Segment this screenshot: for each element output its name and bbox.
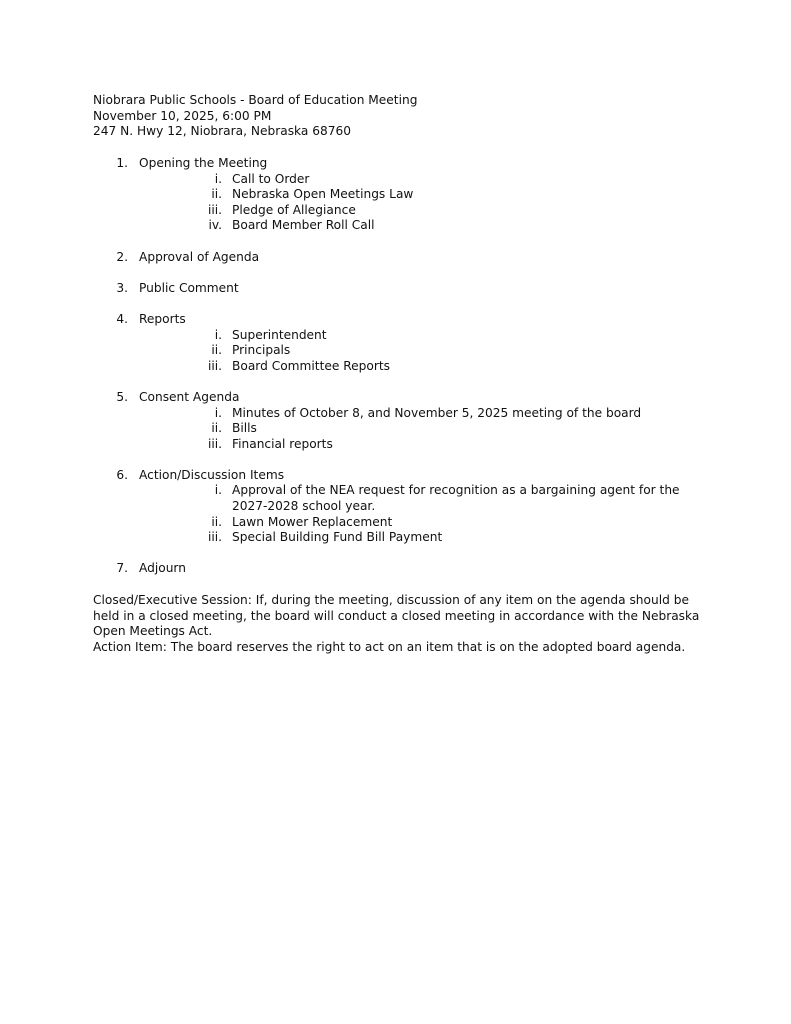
agenda-item bbox=[0, 281, 791, 297]
agenda-item-number: 4. bbox=[116, 311, 128, 326]
agenda-subitem-number: i. bbox=[214, 483, 222, 498]
meeting-title: Niobrara Public Schools - Board of Education Meeting bbox=[93, 93, 418, 107]
agenda-subitem bbox=[0, 187, 791, 203]
agenda-subitem-text: Superintendent bbox=[232, 327, 327, 342]
agenda-item-title: Approval of Agenda bbox=[139, 249, 260, 264]
agenda-subitem bbox=[0, 421, 791, 437]
agenda-item-number: 6. bbox=[116, 467, 128, 482]
agenda-subitem-number: i. bbox=[214, 171, 222, 186]
agenda-subitem-text: Approval of the NEA request for recognition as a bargaining agent for the 2027-2028 school year. bbox=[232, 483, 680, 514]
agenda-item-number: 7. bbox=[116, 561, 128, 576]
meeting-header bbox=[93, 93, 713, 140]
agenda-subitem-text: Bills bbox=[232, 421, 257, 436]
agenda-item-title: Adjourn bbox=[139, 561, 186, 576]
agenda-item-heading bbox=[0, 390, 791, 406]
agenda-subitem bbox=[0, 172, 791, 188]
agenda-item-number: 5. bbox=[116, 389, 128, 404]
agenda-subitem bbox=[0, 406, 791, 422]
agenda-item bbox=[0, 561, 791, 577]
agenda-subitem bbox=[0, 437, 791, 453]
agenda-subitem-text: Minutes of October 8, and November 5, 2025 meeting of the board bbox=[232, 405, 642, 420]
agenda-item-number: 1. bbox=[116, 156, 128, 170]
agenda-subitem-number: iii. bbox=[207, 436, 222, 451]
agenda-subitem-text: Principals bbox=[232, 343, 291, 358]
agenda-item-heading bbox=[0, 561, 791, 577]
agenda-subitem bbox=[0, 343, 791, 359]
meeting-address: 247 N. Hwy 12, Niobrara, Nebraska 68760 bbox=[93, 124, 352, 139]
agenda-item-title: Opening the Meeting bbox=[139, 156, 268, 170]
agenda-item-heading bbox=[0, 468, 791, 484]
agenda-item-heading bbox=[0, 312, 791, 328]
agenda-subitem-text: Call to Order bbox=[232, 171, 310, 186]
agenda-subitem bbox=[0, 203, 791, 219]
agenda-notes bbox=[93, 593, 705, 655]
agenda-subitem-number: ii. bbox=[211, 421, 222, 436]
agenda-item-number: 3. bbox=[116, 280, 128, 295]
agenda-subitem-number: iv. bbox=[208, 218, 222, 233]
agenda-item bbox=[0, 468, 791, 546]
agenda-item-title: Public Comment bbox=[139, 280, 239, 295]
agenda-subitem-text: Financial reports bbox=[232, 436, 333, 451]
agenda-subitem bbox=[0, 483, 791, 514]
agenda-subitem-text: Board Member Roll Call bbox=[232, 218, 375, 233]
agenda-subitem bbox=[0, 515, 791, 531]
agenda-item-title: Action/Discussion Items bbox=[139, 467, 285, 482]
agenda-item-number: 2. bbox=[116, 249, 128, 264]
agenda-item bbox=[0, 390, 791, 452]
agenda-subitem-number: iii. bbox=[207, 202, 222, 217]
agenda-item bbox=[0, 250, 791, 266]
agenda-subitem bbox=[0, 359, 791, 375]
agenda-subitem-text: Special Building Fund Bill Payment bbox=[232, 530, 443, 545]
agenda-subitem-number: i. bbox=[214, 327, 222, 342]
agenda-subitem-number: ii. bbox=[211, 514, 222, 529]
agenda-subitem-number: iii. bbox=[207, 530, 222, 545]
agenda-subitem-text: Pledge of Allegiance bbox=[232, 202, 356, 217]
agenda-item-heading bbox=[0, 156, 791, 172]
agenda-subitem-text: Lawn Mower Replacement bbox=[232, 514, 393, 529]
agenda-subitem-number: i. bbox=[214, 405, 222, 420]
agenda-subitem bbox=[0, 530, 791, 546]
agenda-list bbox=[0, 156, 791, 593]
agenda-item-heading bbox=[0, 281, 791, 297]
agenda-subitem-text: Board Committee Reports bbox=[232, 358, 390, 373]
action-item-note: Action Item: The board reserves the right to act on an item that is on the adopted board agenda. bbox=[93, 639, 686, 654]
agenda-subitem-number: ii. bbox=[211, 343, 222, 358]
agenda-subitem bbox=[0, 328, 791, 344]
closed-session-note: Closed/Executive Session: If, during the meeting, discussion of any item on the agenda should be held in a closed meeting, the board will conduct a closed meeting in accordance with the Nebraska Open Meetings Act. bbox=[93, 593, 700, 639]
agenda-subitem-text: Nebraska Open Meetings Law bbox=[232, 187, 414, 202]
agenda-item-heading bbox=[0, 250, 791, 266]
agenda-subitem-number: ii. bbox=[211, 187, 222, 202]
agenda-item bbox=[0, 312, 791, 374]
meeting-datetime: November 10, 2025, 6:00 PM bbox=[93, 108, 272, 123]
agenda-subitem-number: iii. bbox=[207, 358, 222, 373]
agenda-subitem bbox=[0, 218, 791, 234]
agenda-item-title: Consent Agenda bbox=[139, 389, 240, 404]
agenda-item-title: Reports bbox=[139, 311, 186, 326]
agenda-item bbox=[0, 156, 791, 234]
